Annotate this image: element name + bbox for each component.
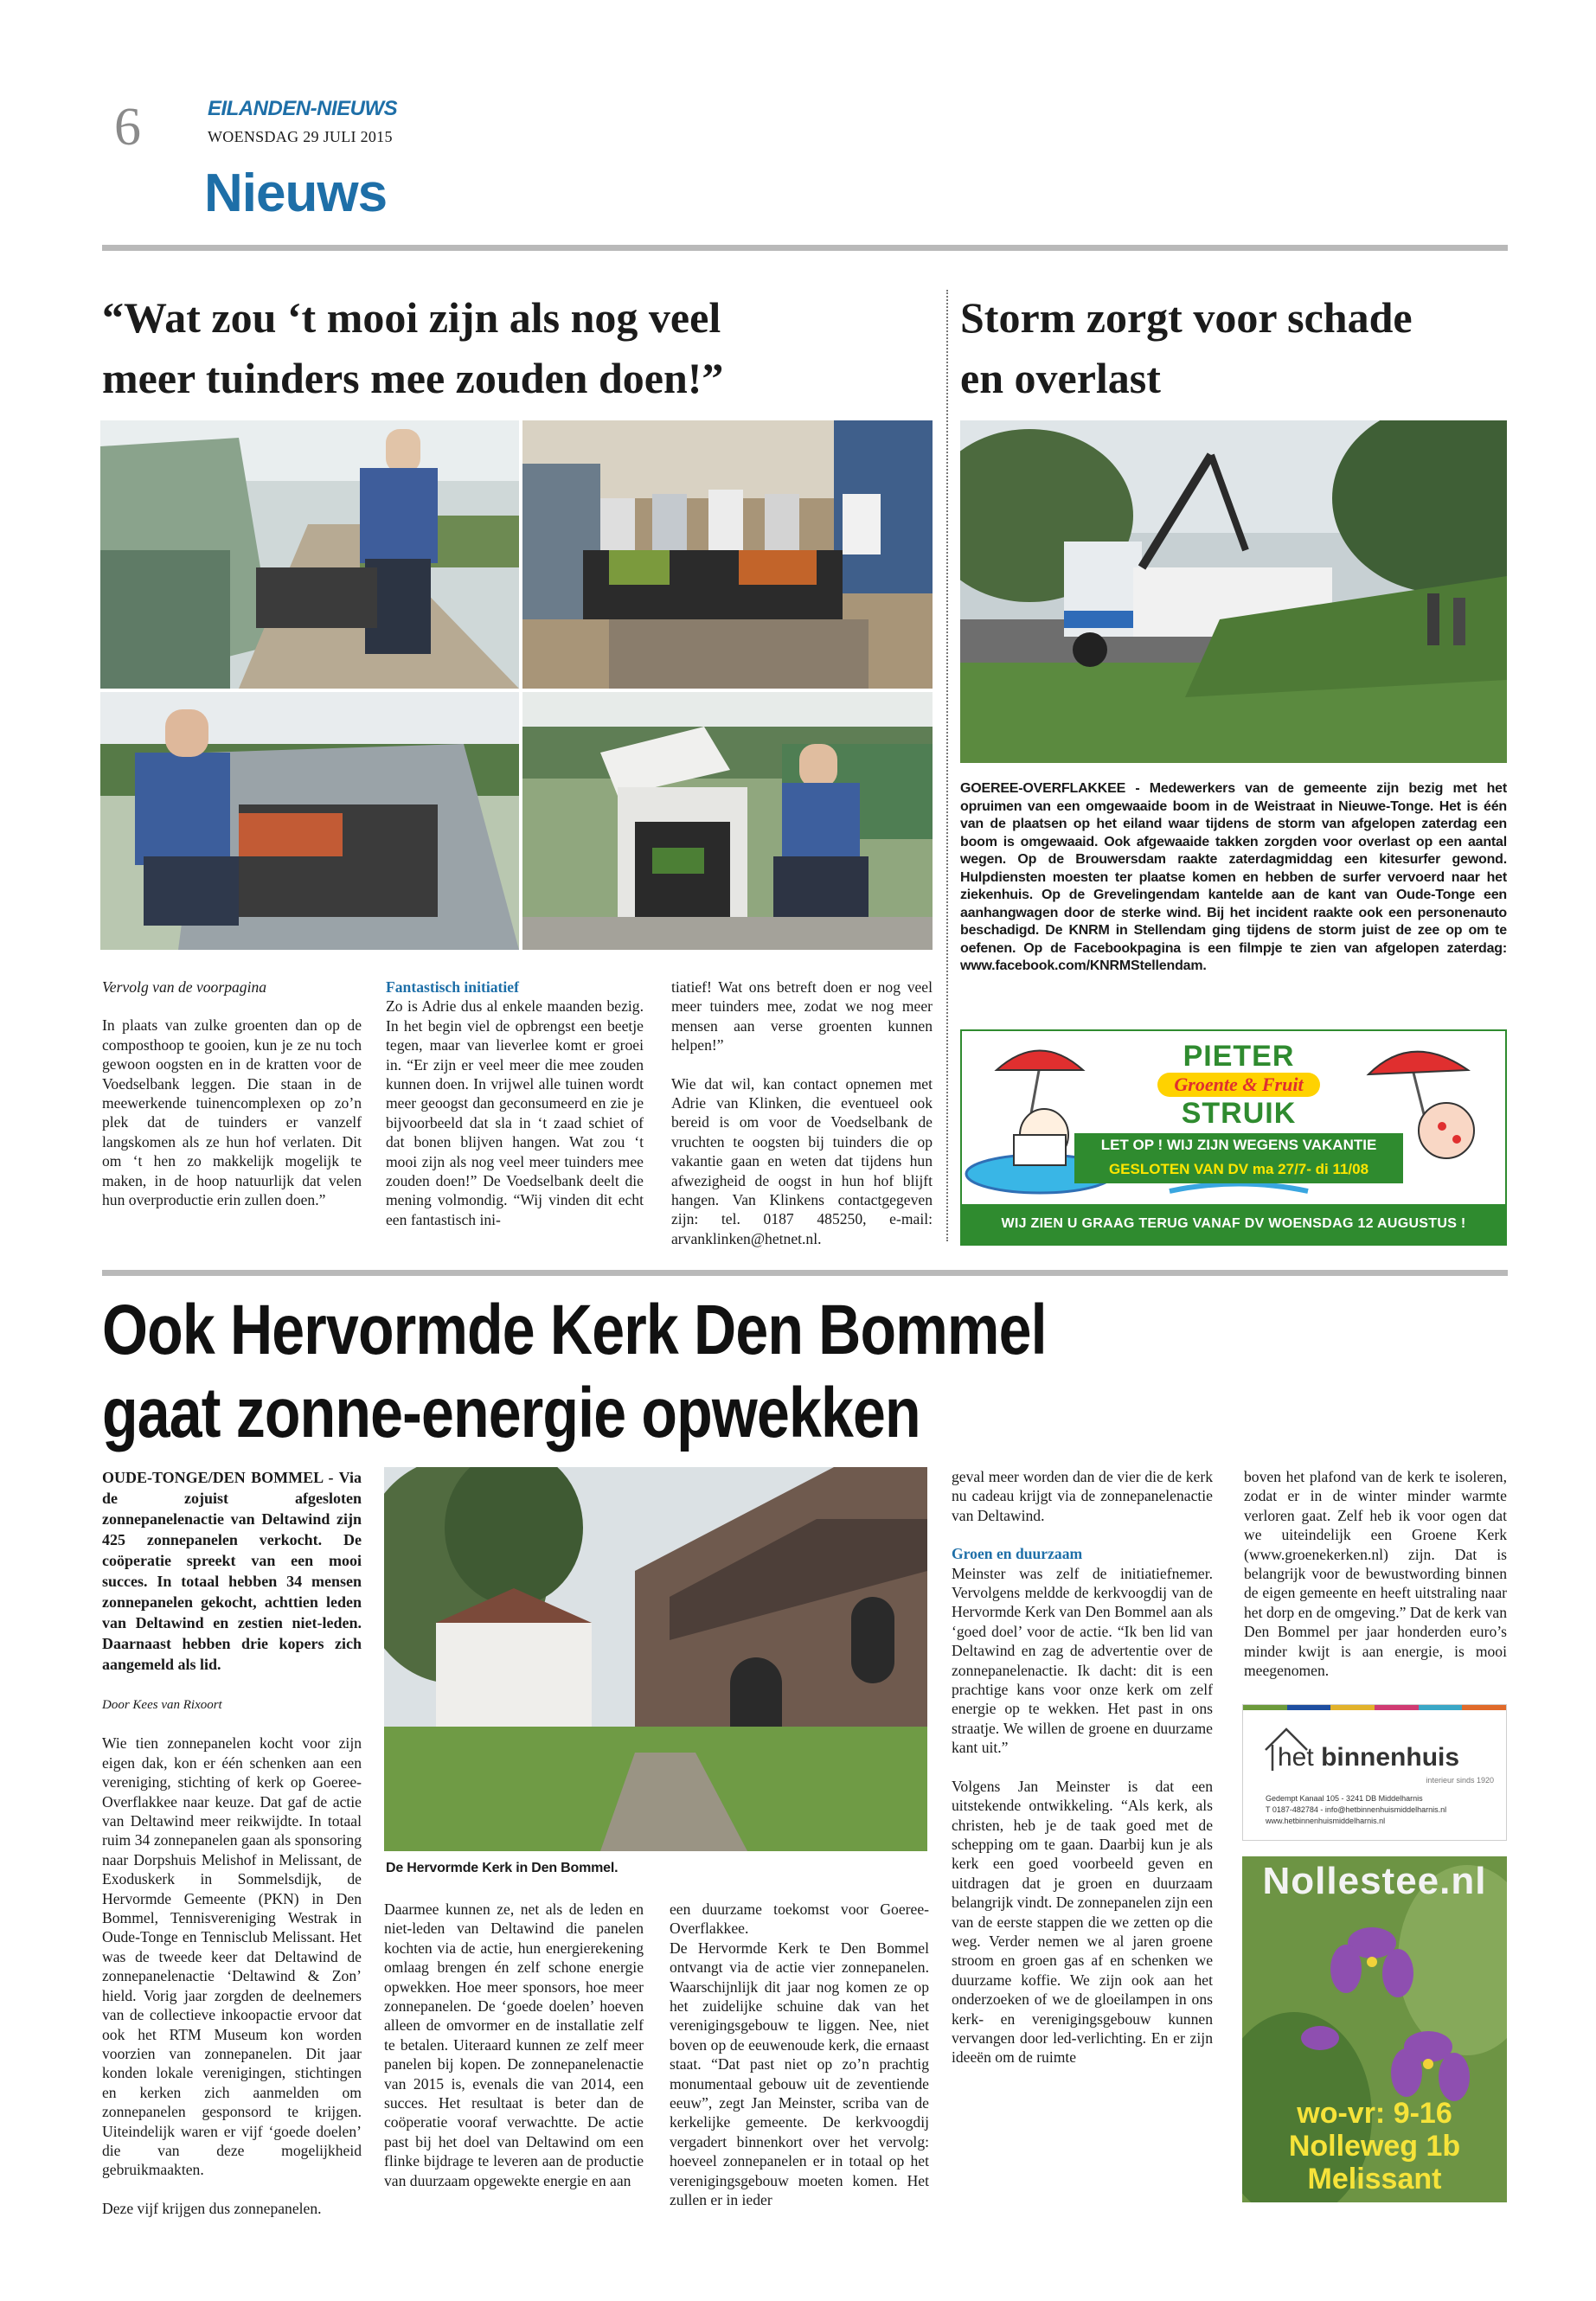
ad-binnenhuis-address: Gedempt Kanaal 105 - 3241 DB Middelharnis: [1266, 1794, 1423, 1803]
photo-collection-box: [522, 692, 933, 950]
article1-col2-paragraph: Zo is Adrie dus al enkele maanden bezig. In het begin viel de opbrengst een beetje tegen, maar van lieverlee komt er groei in. “Er zijn er veel meer die mee zouden kunnen doen. In vrijwel alle tuinen wordt meer geoogst dan geconsumeerd en zie je bijvoorbeeld dat sla in ‘t zaad schiet of dat bonen blijven hangen. Wat zou ‘t mooi zijn als nog veel meer tuinders mee zouden doen!” De Voedselbank deelt die mening volmondig. “Wij vinden dit echt een fantastisch ini-: [386, 997, 644, 1228]
article3-column1: [102, 1695, 362, 2218]
ad-binnenhuis-logo-bold: binnenhuis: [1321, 1743, 1460, 1772]
ad-binnenhuis-logo-light: het: [1278, 1743, 1314, 1772]
ad-binnenhuis-color-stripe: [1243, 1705, 1506, 1710]
ad-binnenhuis-contact-block: [1266, 1793, 1446, 1827]
top-rule: [102, 245, 1508, 251]
ad-pieter-logo: [1152, 1042, 1325, 1128]
article3-col3-paragraph2: De Hervormde Kerk te Den Bommel ontvangt via de actie vier zonnepanelen. Waarschijnlijk dit jaar nog komen ze op het zuidelijke schuine dak van het verenigingsgebouw te liggen. Nee, niet boven op de eeuwenoude kerk, die ernaast staat. “Dat past niet op zo’n prachtig monumentaal gebouw uit de zeventiende eeuw”, zegt Jan Meinster, scriba van de kerkelijke gemeente. De kerkvoogdij vergadert binnenkort over het vervolg: hoeveel zonnepanelen er in totaal op het verenigingsgebouw moeten komen. Het zullen er in ieder: [670, 1939, 929, 2209]
article3-lead: OUDE-TONGE/DEN BOMMEL - Via de zojuist afgesloten zonnepanelenactie van Deltawind zijn 425 zonnepanelen verkocht. De coöperatie spreekt van een mooi succes. In totaal hebben 34 mensen zonnepanelen gekocht, achttien leden van Deltawind en zestien niet-leden. Daarnaast hebben drie kopers zich aangemeld als lid.: [102, 1469, 362, 1673]
article3-col4-paragraph1: geval meer worden dan de vier die de kerk nu cadeau krijgt via de zonnepanelenactie van Deltawind.: [952, 1468, 1213, 1524]
ad-binnenhuis-tagline: interieur sinds 1920: [1426, 1776, 1494, 1785]
page-number: 6: [114, 98, 141, 157]
article2-headline: [960, 287, 1514, 408]
article2-headline-line2: en overlast: [960, 354, 1161, 402]
ad-binnenhuis-logo: [1278, 1743, 1459, 1772]
ad-binnenhuis-web: www.hetbinnenhuismiddelharnis.nl: [1266, 1817, 1386, 1825]
article1-headline: [102, 287, 933, 408]
article3-col4-paragraph3: Volgens Jan Meinster is dat een uitstekende ontwikkeling. “Als kerk, als christen, heb je de taak goed met de schepping om te gaan. Daarbij kun je als kerk een goed voorbeeld geven en uitdragen dat je groen en duurzaam belangrijk vindt. De zonnepanelen zijn een van de eerste stappen die we zetten op die weg. Verder nemen we al jaren groene stroom en groen gas af en schenken we duurzame koffie. We zijn ook aan het onderzoeken of we de gloeilampen in ons kerk- en verenigingsgebouw kunnen vervangen door led-verlichting. En er zijn ideeën om de ruimte: [952, 1777, 1213, 2067]
photo-storm-truck: [960, 420, 1507, 763]
article3-col1-paragraph1: Wie tien zonnepanelen kocht voor zijn eigen dak, kon er één schenken aan een vereniging, stichting of kerk op Goeree-Overflakkee naar keuze. Dat gaf de actie van Deltawind meer reikwijdte. In totaal ruim 34 zonnepanelen gaan als sponsoring naar Dorpshuis Melishof in Melissant, de Exoduskerk in Sommelsdijk, de Hervormde Gemeente (PKN) in Den Bommel, Tennisvereniging Westrak in Oude-Tonge en Tennisclub Melissant. Het was de tweede keer dat Deltawind de zonnepanelenactie ‘Deltawind & Zon’ hield. Vorig jaar zorgden de deelnemers van de collectieve inkoopactie ervoor dat ook het RTM Museum kon worden voorzien van zonnepanelen. Dit jaar konden lokale verenigingen, stichtingen en kerken zich aanmelden om zonnepanelen gesponsord te krijgen. Uiteindelijk waren er vijf ‘goede doelen’ die van deze mogelijkheid gebruikmaakten.: [102, 1734, 362, 2179]
photo-volunteers-crates: [522, 420, 933, 689]
article3-byline: Door Kees van Rixoort: [102, 1698, 222, 1712]
article3-photo-caption: De Hervormde Kerk in Den Bommel.: [386, 1861, 619, 1875]
article2-headline-line1: Storm zorgt voor schade: [960, 293, 1413, 342]
ad-pieter-notice-line1: LET OP ! WIJ ZIJN WEGENS VAKANTIE: [1100, 1137, 1377, 1153]
ad-nollestee-street: Nolleweg 1b: [1288, 2130, 1461, 2163]
article3-col1-paragraph2: Deze vijf krijgen dus zonnepanelen.: [102, 2199, 322, 2217]
article1-column3: [671, 977, 933, 1248]
ad-pieter-name-top: PIETER: [1183, 1040, 1295, 1073]
article3-column2: [384, 1900, 644, 2190]
ad-nollestee-title: Nollestee.nl: [1262, 1860, 1487, 1902]
article3-headline-line1: Ook Hervormde Kerk Den Bommel: [102, 1291, 1047, 1369]
ad-pieter-name-mid: Groente & Fruit: [1157, 1073, 1320, 1097]
ad-pieter-struik[interactable]: [960, 1029, 1507, 1246]
ad-nollestee[interactable]: [1242, 1856, 1507, 2202]
ad-pieter-notice: [1074, 1133, 1403, 1183]
ad-nollestee-hours: wo-vr: 9-16: [1297, 2097, 1452, 2130]
section-title: Nieuws: [204, 163, 388, 223]
photo-car-trunk: [100, 692, 519, 950]
ad-binnenhuis-contact: T 0187-482784 - info@hetbinnenhuismiddelharnis.nl: [1266, 1805, 1447, 1814]
article3-column3: [670, 1900, 929, 2210]
article1-headline-line2: meer tuinders mee zouden doen!”: [102, 354, 724, 402]
paper-date: WOENSDAG 29 JULI 2015: [208, 128, 393, 145]
article1-column2: [386, 977, 644, 1229]
article1-col3-paragraph1: tiatief! Wat ons betreft doen er nog veel meer tuinders mee, zodat we nog meer mensen aan verse groenten kunnen helpen!”: [671, 978, 933, 1054]
article1-subhead: Fantastisch initiatief: [386, 978, 519, 996]
paper-name: EILANDEN-NIEUWS: [208, 97, 398, 120]
article3-col4-subhead: Groen en duurzaam: [952, 1545, 1083, 1563]
ad-pieter-name-bottom: STRUIK: [1181, 1097, 1297, 1130]
article1-col1-paragraph: In plaats van zulke groenten dan op de composthoop te gooien, kun je ze nu toch gewoon oogsten en in de kratten voor de Voedselbank leggen. Die staan in de meewerkende tuinencomplexen op zo’n plek dat de tuinders er vanzelf langskomen als ze hun hof verlaten. Dit om ‘t hen zo makkelijk mogelijk te maken, in de hoop natuurlijk dat velen hun overproductie erin zullen doen.”: [102, 1016, 362, 1209]
article3-col5-paragraph: boven het plafond van de kerk te isoleren, zodat er in de winter minder warmte verloren gaat. Zelf heb ik voor ogen dat we uiteindelijk een Groene Kerk (www.groenekerken.nl) zijn. Dat is belangrijk voor de bewustwording binnen de eigen gemeente en heeft uitstraling naar het dorp en de omgeving.” Dat de kerk van Den Bommel per jaar honderden euro’s minder kwijt is aan energie, is mooi meegenomen.: [1244, 1468, 1507, 1680]
photo-church-den-bommel: [384, 1467, 927, 1851]
article1-headline-line1: “Wat zou ‘t mooi zijn als nog veel: [102, 293, 721, 342]
ad-pieter-banner: WIJ ZIEN U GRAAG TERUG VANAF DV WOENSDAG 12 AUGUSTUS !: [962, 1204, 1505, 1244]
article3-column5: [1244, 1467, 1507, 1680]
article1-column1: [102, 977, 362, 1209]
ad-pieter-notice-line2: GESLOTEN VAN DV ma 27/7- di 11/08: [1108, 1161, 1369, 1177]
ad-nollestee-details: [1242, 2097, 1507, 2195]
column-divider: [946, 290, 948, 1241]
middle-rule: [102, 1270, 1508, 1276]
article3-col4-paragraph2: Meinster was zelf de initiatiefnemer. Vervolgens meldde de kerkvoogdij van de Hervormde Kerk van Den Bommel aan als ‘goed doel’ voor de actie. “Ik ben lid van Deltawind en zag de advertentie over de zonnepanelenactie. Ik dacht: dit is een prachtige kans voor onze kerk om zelf energie op te wekken. Het past in ons straatje. We willen de groene en duurzame kant uit.”: [952, 1564, 1213, 1757]
article3-col2-paragraph: Daarmee kunnen ze, net als de leden en niet-leden van Deltawind die panelen kochten via de actie, hun energierekening omlaag brengen én zelf schone energie opwekken. Hoe meer sponsors, hoe meer zonnepanelen. De ‘goede doelen’ hoeven alleen de omvormer en de installatie zelf te betalen. Uiteraard kunnen ze zelf meer panelen bij kopen. De zonnepanelenactie van 2015 is, evenals die van 2014, een succes. Het resultaat is beter dan de coöperatie vooraf verwachtte. De actie past bij het doel van Deltawind om een flinke bijdrage te leveren aan de productie van duurzaam opgewekte energie en aan: [384, 1900, 644, 2189]
ad-nollestee-town: Melissant: [1307, 2163, 1442, 2195]
article3-headline-line2: gaat zonne-energie opwekken: [102, 1374, 920, 1452]
ad-het-binnenhuis[interactable]: [1242, 1704, 1507, 1841]
article1-col3-paragraph2: Wie dat wil, kan contact opnemen met Adrie van Klinken, die eventueel ook bereid is om voor de Voedselbank de vruchten te oogsten bij tuinders die op vakantie gaan en weten dat tijdens hun afwezigheid de oogst in hun hof blijft hangen. Van Klinkens contactgegeven zijn: tel. 0187 485250, e-mail: arvanklinken@hetnet.nl.: [671, 1074, 933, 1247]
photo-garden-man: [100, 420, 519, 689]
article3-column4: [952, 1467, 1213, 2067]
article2-caption: GOEREE-OVERFLAKKEE - Medewerkers van de gemeente zijn bezig met het opruimen van een omgewaaide boom in de Weistraat in Nieuwe-Tonge. Het is één van de plaatsen op het eiland waar tijdens de storm van afgelopen zaterdag een boom is omgewaaid. Ook afgewaaide takken zorgden voor overlast op een aantal wegen. Op de Brouwersdam raakte zaterdagmiddag een kitesurfer gewond. Hulpdiensten moesten ter plaatse komen en hebben de surfer vervoerd naar het ziekenhuis. Op de Grevelingendam kantelde aan de kant van Oude-Tonge een aanhangwagen door de sterke wind. Bij het incident raakte ook een personenauto beschadigd. De KNRM in Stellendam ging tijdens de storm juist de zee op om te oefenen. Op de Facebookpagina is een filmpje te zien van afgelopen zaterdag: www.facebook.com/KNRMStellendam.: [960, 781, 1507, 973]
article3-headline: [102, 1289, 1508, 1462]
article3-col3-paragraph1: een duurzame toekomst voor Goeree-Overflakkee.: [670, 1900, 929, 1938]
article1-continued-note: Vervolg van de voorpagina: [102, 978, 267, 996]
